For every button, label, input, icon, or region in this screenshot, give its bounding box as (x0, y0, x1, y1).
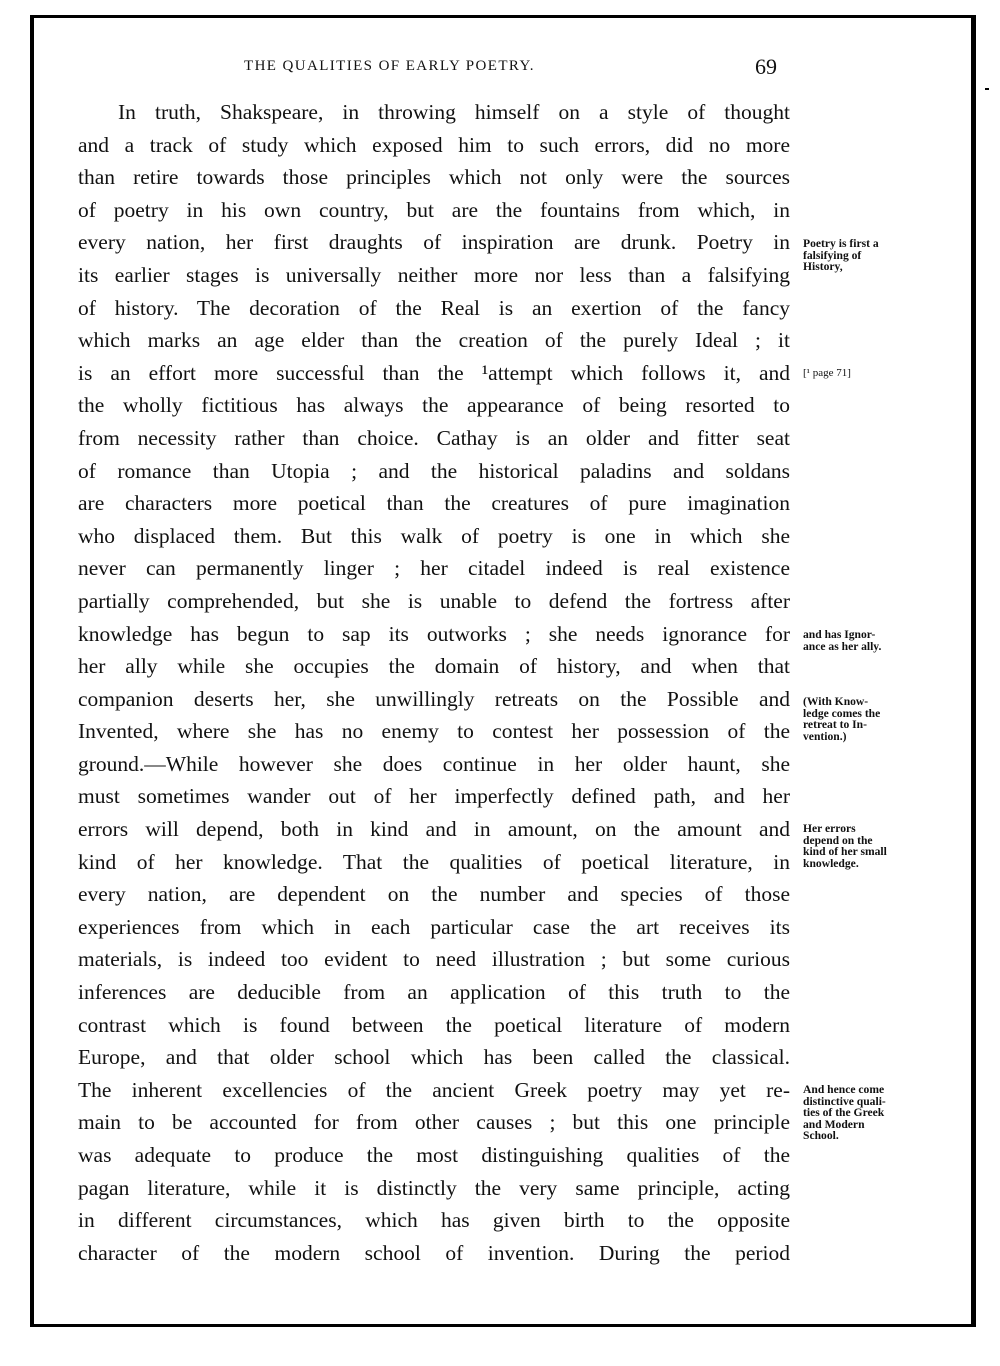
sidenote-ignorance-ally: and has Ignor- ance as her ally. (803, 628, 882, 653)
sidenote-errors-depend: Her errors depend on the kind of her small knowledge. (803, 822, 887, 870)
text-line: partially comprehended, but she is unable to defend the fortress after (78, 588, 790, 613)
text-line: and a track of study which exposed him to such errors, did no more (78, 132, 790, 157)
sidenote-knowledge-retreat: (With Know- ledge comes the retreat to In- vention.) (803, 695, 881, 743)
text-line: her ally while she occupies the domain of history, and when that (78, 654, 790, 679)
text-line: contrast which is found between the poetical literature of modern (78, 1012, 790, 1037)
text-line: of poetry in his own country, but are the fountains from which, in (78, 197, 790, 222)
text-line: experiences from which in each particular case the art receives its (78, 914, 790, 939)
body-text (78, 96, 790, 1269)
text-line: are characters more poetical than the creatures of pure imagination (78, 491, 790, 516)
text-line: inferences are deducible from an application of this truth to the (78, 980, 790, 1005)
text-line: Invented, where she has no enemy to contest her possession of the (78, 719, 790, 744)
text-line: every nation, her first draughts of inspiration are drunk. Poetry in (78, 230, 790, 255)
sidenote-falsifying-history: Poetry is first a falsifying of History, (803, 237, 879, 273)
text-line: materials, is indeed too evident to need illustration ; but some curious (78, 947, 790, 972)
text-line: In truth, Shakspeare, in throwing himself on a style of thought (118, 100, 790, 124)
text-line: its earlier stages is universally neither more nor less than a falsifying (78, 262, 790, 287)
text-line: the wholly fictitious has always the appearance of being resorted to (78, 393, 790, 418)
text-line: than retire towards those principles which not only were the sources (78, 165, 790, 190)
running-title: THE QUALITIES OF EARLY POETRY. (244, 58, 535, 74)
text-line: companion deserts her, she unwillingly retreats on the Possible and (78, 686, 790, 711)
text-line: ground.—While however she does continue in her older haunt, she (78, 751, 790, 776)
sidenote-page-ref: [¹ page 71] (803, 367, 851, 379)
text-line: never can permanently linger ; her citadel indeed is real existence (78, 556, 790, 581)
text-line: The inherent excellencies of the ancient Greek poetry may yet re- (78, 1077, 790, 1102)
text-line: in different circumstances, which has given birth to the opposite (78, 1208, 790, 1233)
text-line: knowledge has begun to sap its outworks ; she needs ignorance for (78, 621, 790, 646)
text-line: of history. The decoration of the Real is an exertion of the fancy (78, 295, 790, 320)
running-head (0, 56, 1000, 84)
text-line: every nation, are dependent on the number and species of those (78, 882, 790, 907)
text-line: from necessity rather than choice. Cathay is an older and fitter seat (78, 425, 790, 450)
text-line: pagan literature, while it is distinctly the very same principle, acting (78, 1175, 790, 1200)
text-line: was adequate to produce the most distinguishing qualities of the (78, 1143, 790, 1167)
text-line: character of the modern school of invention. During the period (78, 1240, 790, 1265)
text-line: who displaced them. But this walk of poetry is one in which she (78, 523, 790, 548)
text-line: must sometimes wander out of her imperfectly defined path, and her (78, 784, 790, 809)
text-line: errors will depend, both in kind and in amount, on the amount and (78, 817, 790, 842)
scan-mark (985, 88, 989, 90)
text-line: Europe, and that older school which has been called the classical. (78, 1045, 790, 1070)
text-line: kind of her knowledge. That the qualities of poetical literature, in (78, 849, 790, 874)
text-line: is an effort more successful than the ¹attempt which follows it, and (78, 360, 790, 385)
page-number: 69 (755, 54, 777, 79)
text-line: which marks an age elder than the creation of the purely Ideal ; it (78, 328, 790, 353)
text-line: of romance than Utopia ; and the historical paladins and soldans (78, 458, 790, 483)
sidenote-greek-modern: And hence come distinctive quali- ties of the Greek and Modern School. (803, 1083, 886, 1142)
text-line: main to be accounted for from other causes ; but this one principle (78, 1110, 790, 1135)
